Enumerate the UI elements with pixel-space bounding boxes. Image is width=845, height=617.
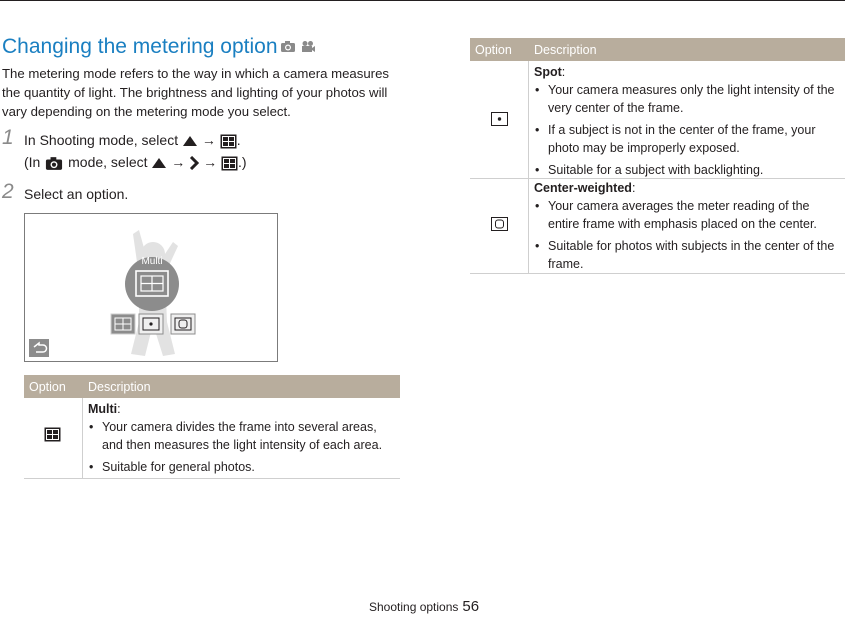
step-1-end: . <box>236 132 241 148</box>
col-option: Option <box>29 380 66 394</box>
row-description: Spot: • Your camera measures only the light intensity of the very center of the frame. • If a subject is not in the center of the frame, your photo may be improperly exposed. • Suitable for a subject with backlighting. <box>534 63 842 179</box>
intro-paragraph: The metering mode refers to the way in which a camera measures the quantity of light. The brightness and lighting of your photos will vary depending on the metering mode you select. <box>2 66 390 119</box>
bullet-item: • If a subject is not in the center of the frame, your photo may be improperly exposed. <box>534 121 842 157</box>
bullet-item: • Suitable for photos with subjects in the center of the frame. <box>534 237 842 273</box>
chevron-right-icon <box>189 156 199 170</box>
footer-label: Shooting options <box>369 600 459 614</box>
option-multi-button <box>111 314 135 334</box>
bullet-item: • Your camera divides the frame into several areas, and then measures the light intensity of each area. <box>88 418 393 454</box>
camera-screen-graphic <box>25 214 277 361</box>
bullet-item: • Your camera averages the meter reading of the entire frame with emphasis placed on the center. <box>534 197 842 233</box>
option-center-weighted-button <box>171 314 195 334</box>
option-spot-button <box>139 314 163 334</box>
selected-option-label: Multi <box>141 256 163 267</box>
top-rule <box>0 0 845 1</box>
bullet-item: • Suitable for general photos. <box>88 458 393 476</box>
table-header <box>24 375 400 398</box>
col-description: Description <box>88 380 151 394</box>
step-number: 2 <box>2 180 14 203</box>
page-number: 56 <box>462 598 480 615</box>
metering-multi-icon <box>44 427 61 442</box>
camera-screen <box>24 213 278 362</box>
arrow-glyph: → <box>203 154 218 170</box>
row-description: Center-weighted: • Your camera averages the meter reading of the entire frame with emphasis placed on the center. • Suitable for photos with subjects in the center of the frame. <box>534 179 842 273</box>
metering-multi-icon <box>220 134 237 149</box>
step-2-text: Select an option. <box>24 186 129 202</box>
metering-table-multi <box>24 375 400 479</box>
up-arrow-icon <box>182 135 198 147</box>
metering-spot-icon <box>491 112 508 126</box>
movie-camera-icon <box>300 40 316 53</box>
up-arrow-icon <box>151 157 167 169</box>
page-footer <box>369 598 479 615</box>
option-name: Multi <box>88 402 118 416</box>
table-row <box>470 61 845 179</box>
step-1-alt-open: (In <box>24 154 41 170</box>
option-name: Center-weighted <box>534 181 632 195</box>
mode-icons <box>280 40 316 53</box>
table-row <box>24 398 400 479</box>
bullet-item: • Your camera measures only the light intensity of the very center of the frame. <box>534 81 842 117</box>
step-number: 1 <box>2 126 14 149</box>
step-1-text: In Shooting mode, select <box>24 132 179 148</box>
smart-camera-icon <box>280 40 296 53</box>
arrow-glyph: → <box>201 132 216 148</box>
metering-multi-icon <box>221 156 238 171</box>
step-1-alt-close: .) <box>237 154 247 170</box>
back-button <box>29 339 49 357</box>
col-description: Description <box>534 43 597 57</box>
metering-table-spot-center <box>470 38 845 274</box>
table-row <box>470 179 845 274</box>
table-header <box>470 38 845 61</box>
col-option: Option <box>475 43 512 57</box>
metering-center-weighted-icon <box>491 217 508 231</box>
bullet-item: • Suitable for a subject with backlighting. <box>534 161 842 179</box>
step-1-alt-text: mode, select <box>68 154 148 170</box>
row-description: Multi: • Your camera divides the frame into several areas, and then measures the light intensity of each area. • Suitable for general photos. <box>88 400 393 476</box>
arrow-glyph: → <box>171 154 186 170</box>
page-title: Changing the metering option <box>2 35 278 58</box>
option-name: Spot <box>534 65 562 79</box>
smart-camera-icon <box>44 156 64 171</box>
